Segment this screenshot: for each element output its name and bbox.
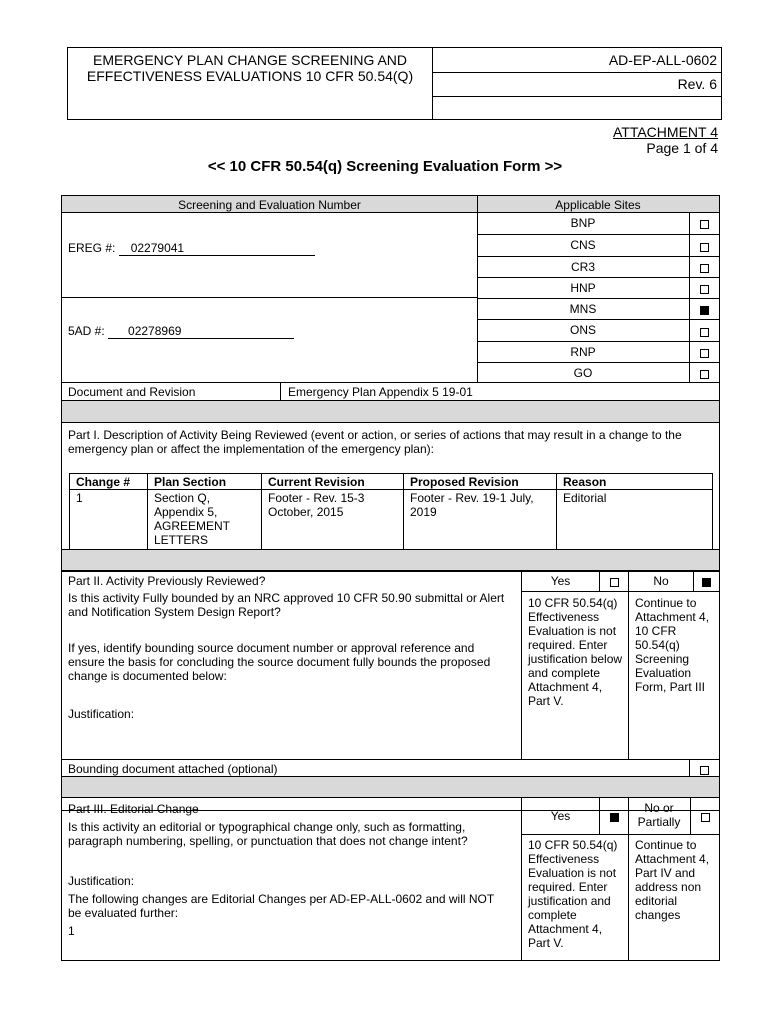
site-label: BNP [570, 216, 596, 230]
part3-justification-text: The following changes are Editorial Changes per AD-EP-ALL-0602 and will NOT be evaluated further: [68, 892, 495, 920]
doc-number: AD-EP-ALL-0602 [608, 52, 717, 68]
part3-yes-label: Yes [550, 809, 571, 823]
part3-justification-label: Justification: [68, 874, 135, 888]
ereg-label: EREG #: [68, 241, 116, 255]
sites-list [477, 213, 719, 383]
sad-value: 02278969 [128, 324, 182, 338]
site-checkbox-hnp[interactable] [700, 285, 709, 294]
attachment-label: ATTACHMENT 4 [612, 124, 718, 140]
row-proposed-revision: Footer - Rev. 19-1 July, 2019 [410, 491, 534, 519]
bounding-doc-checkbox[interactable] [700, 766, 709, 775]
change-table [69, 473, 713, 550]
site-checkbox-bnp[interactable] [700, 220, 709, 229]
site-row-go [477, 362, 719, 383]
col-reason-header: Reason [563, 475, 607, 489]
part2-instruction: If yes, identify bounding source document number or approval reference and ensure the basis for concluding the source document fully bounds the proposed change is documented below: [68, 641, 491, 683]
part3-no-text: Continue to Attachment 4, Part IV and address non editorial changes [635, 838, 710, 922]
site-checkbox-go[interactable] [700, 370, 709, 379]
part3-question: Is this activity an editorial or typographical change only, such as formatting, paragraph numbering, spelling, or punctuation that does not change intent? [68, 820, 468, 848]
site-label: RNP [570, 344, 596, 359]
row-change: 1 [76, 491, 83, 505]
ereg-field [68, 241, 315, 256]
site-row-bnp [477, 213, 719, 234]
site-row-hnp [477, 277, 719, 298]
site-checkbox-cns[interactable] [700, 243, 709, 252]
part3-section [61, 797, 720, 961]
site-label: CNS [570, 238, 596, 253]
part2-no-checkbox[interactable] [702, 578, 711, 587]
site-row-rnp [477, 341, 719, 362]
part1-section [61, 400, 720, 572]
part2-yes-label: Yes [550, 574, 571, 588]
header-title-line2: EFFECTIVENESS EVALUATIONS 10 CFR 50.54(Q) [86, 68, 414, 84]
part2-yes-checkbox[interactable] [610, 578, 619, 587]
part3-yes-text: 10 CFR 50.54(q) Effectiveness Evaluation is not required. Enter justification and complete Attachment 4, Part V. [528, 838, 618, 950]
part2-no-text: Continue to Attachment 4, 10 CFR 50.54(q) Screening Evaluation Form, Part III [635, 596, 710, 694]
applicable-sites-header: Applicable Sites [555, 198, 641, 212]
screening-number-header: Screening and Evaluation Number [178, 198, 361, 212]
part2-title: Part II. Activity Previously Reviewed? [68, 574, 266, 588]
part2-no-label: No [653, 574, 669, 588]
part2-section [61, 570, 720, 811]
site-label: GO [573, 365, 593, 380]
col-plan-section-header: Plan Section [154, 475, 227, 489]
doc-rev-value: Emergency Plan Appendix 5 19-01 [288, 385, 473, 399]
form-title: << 10 CFR 50.54(q) Screening Evaluation Form >> [207, 158, 563, 175]
page-number: Page 1 of 4 [646, 140, 718, 156]
row-current-revision: Footer - Rev. 15-3 October, 2015 [268, 491, 365, 519]
site-label: HNP [570, 280, 596, 295]
site-row-cr3 [477, 256, 719, 277]
part3-no-checkbox[interactable] [701, 813, 710, 822]
site-label: MNS [569, 302, 597, 316]
part3-no-label: No or Partially [637, 801, 681, 829]
site-row-cns [477, 234, 719, 255]
site-row-mns [477, 298, 719, 319]
part2-justification-label: Justification: [68, 707, 135, 721]
row-plan-section: Section Q, Appendix 5, AGREEMENT LETTERS [154, 491, 230, 547]
site-row-ons [477, 319, 719, 340]
sad-field [68, 324, 294, 339]
part1-description: Part I. Description of Activity Being Reviewed (event or action, or series of actions that may result in a change to the emergency plan or affect the implementation of the emergency plan): [68, 428, 682, 456]
ereg-value: 02279041 [130, 241, 185, 255]
site-checkbox-ons[interactable] [700, 328, 709, 337]
row-reason: Editorial [563, 491, 607, 505]
doc-rev-label: Document and Revision [68, 385, 196, 399]
sad-label: 5AD #: [68, 324, 105, 338]
site-checkbox-rnp[interactable] [700, 349, 709, 358]
part2-yes-text: 10 CFR 50.54(q) Effectiveness Evaluation is not required. Enter justification below and complete Attachment 4, Part V. [528, 596, 623, 708]
col-proposed-revision-header: Proposed Revision [410, 475, 519, 489]
site-checkbox-cr3[interactable] [700, 264, 709, 273]
col-change-header: Change # [76, 475, 131, 489]
part3-justification-item: 1 [68, 924, 75, 938]
revision: Rev. 6 [677, 76, 717, 92]
part3-title: Part III. Editorial Change [68, 802, 199, 816]
col-current-revision-header: Current Revision [268, 475, 365, 489]
document-header [67, 47, 722, 120]
site-label: ONS [569, 323, 596, 338]
site-checkbox-mns[interactable] [700, 306, 709, 315]
site-label: CR3 [570, 259, 595, 274]
bounding-doc-label: Bounding document attached (optional) [68, 762, 278, 776]
part2-question: Is this activity Fully bounded by an NRC approved 10 CFR 50.90 submittal or Alert and Notification System Design Report? [68, 591, 505, 619]
header-title-line1: EMERGENCY PLAN CHANGE SCREENING AND [92, 52, 408, 68]
screening-section [61, 195, 720, 401]
part3-yes-checkbox[interactable] [610, 813, 619, 822]
